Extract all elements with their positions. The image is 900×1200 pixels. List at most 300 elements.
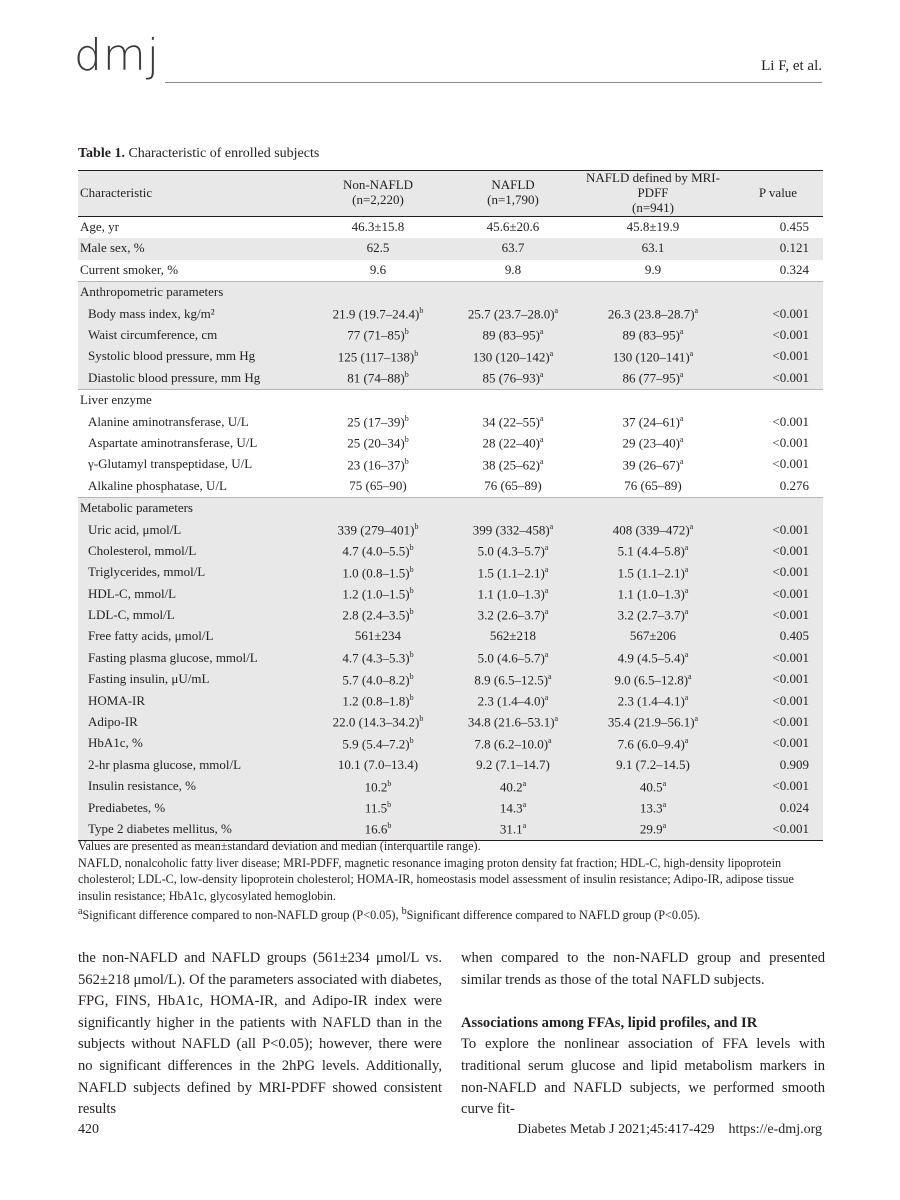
table-title: Characteristic of enrolled subjects: [128, 146, 320, 161]
footnote-significance: [78, 904, 826, 924]
cell-value: 45.8±19.9: [626, 219, 680, 235]
p-value-cell: 0.024: [733, 797, 823, 818]
table-row: [78, 648, 823, 669]
table-row: [78, 755, 823, 776]
significance-mark: a: [548, 735, 552, 745]
cell-value: 86 (77–95): [622, 370, 680, 386]
value-cell: [453, 476, 573, 498]
cell-value: 10.1 (7.0–13.4): [337, 756, 419, 772]
sig-b-text: Significant difference compared to NAFLD group (P<0.05).: [406, 908, 701, 923]
cell-value: 1.1 (1.0–1.3): [477, 586, 545, 602]
p-value-cell: [733, 497, 823, 519]
value-cell: [573, 389, 733, 411]
value-cell: [573, 281, 733, 303]
value-cell: [303, 562, 453, 583]
row-label: Type 2 diabetes mellitus, %: [78, 819, 303, 841]
row-label: Free fatty acids, μmol/L: [78, 626, 303, 647]
cell-value: 9.6: [369, 261, 387, 277]
value-cell: [303, 325, 453, 346]
row-label: Alkaline phosphatase, U/L: [88, 477, 227, 493]
value-cell: [453, 690, 573, 711]
p-value-cell: 0.121: [733, 238, 823, 259]
significance-mark: b: [404, 456, 409, 466]
cell-value: 9.1 (7.2–14.5): [616, 756, 690, 772]
value-cell: [573, 626, 733, 647]
significance-mark: a: [539, 327, 544, 337]
value-cell: [453, 712, 573, 733]
value-cell: [303, 648, 453, 669]
p-value-cell: <0.001: [733, 303, 823, 324]
group-label: Anthropometric parameters: [78, 281, 303, 303]
row-label: Male sex, %: [78, 238, 303, 259]
table-row: [78, 325, 823, 346]
cell-value: 63.7: [501, 240, 525, 256]
value-cell: [453, 433, 573, 454]
value-cell: [453, 346, 573, 367]
value-cell: [303, 497, 453, 519]
footnote-values: Values are presented as mean±standard deviation and median (interquartile range).: [78, 839, 481, 853]
significance-mark: b: [409, 586, 414, 596]
significance-mark: a: [544, 692, 549, 702]
cell-value: 29 (23–40): [622, 435, 680, 451]
table-row: [78, 411, 823, 432]
table-row: [78, 303, 823, 324]
value-cell: [453, 260, 573, 282]
cell-value: 11.5: [364, 800, 388, 816]
value-cell: [453, 325, 573, 346]
p-value-cell: <0.001: [733, 776, 823, 797]
value-cell: [573, 541, 733, 562]
significance-mark: a: [548, 671, 552, 681]
significance-mark: b: [409, 564, 414, 574]
cell-value: 7.8 (6.2–10.0): [474, 736, 549, 752]
cell-value: 2.3 (1.4–4.0): [477, 693, 545, 709]
value-cell: [453, 216, 573, 238]
significance-mark: a: [554, 714, 559, 724]
table-row: [78, 626, 823, 647]
row-label: Age, yr: [80, 219, 119, 235]
significance-mark: a: [684, 543, 689, 553]
row-label: Triglycerides, mmol/L: [78, 562, 303, 583]
table-row: [78, 776, 823, 797]
significance-mark: b: [387, 799, 392, 809]
p-value-cell: 0.324: [779, 261, 809, 277]
journal-citation: Diabetes Metab J 2021;45:417-429: [517, 1122, 715, 1137]
cell-value: 5.9 (5.4–7.2): [342, 736, 410, 752]
value-cell: [453, 562, 573, 583]
value-cell: [303, 216, 453, 238]
p-value-cell: 0.405: [733, 626, 823, 647]
value-cell: [573, 605, 733, 626]
value-cell: [573, 260, 733, 282]
significance-mark: a: [689, 521, 694, 531]
value-cell: [573, 325, 733, 346]
significance-mark: a: [684, 607, 689, 617]
row-label: Systolic blood pressure, mm Hg: [78, 346, 303, 367]
value-cell: [303, 690, 453, 711]
column-header: [78, 171, 303, 217]
cell-value: 408 (339–472): [612, 522, 690, 538]
value-cell: [303, 733, 453, 754]
cell-value: 3.2 (2.7–3.7): [617, 607, 685, 623]
cell-value: 339 (279–401): [337, 522, 415, 538]
table-row: [78, 562, 823, 583]
cell-value: 1.1 (1.0–1.3): [617, 586, 685, 602]
table-row: [78, 733, 823, 754]
significance-mark: a: [544, 650, 549, 660]
cell-value: 9.9: [644, 261, 662, 277]
cell-value: 39 (26–67): [622, 457, 680, 472]
value-cell: [303, 519, 453, 540]
cell-value: 34 (22–55): [482, 414, 540, 430]
value-cell: [573, 712, 733, 733]
table-row: [78, 476, 823, 498]
significance-mark: b: [419, 305, 424, 315]
row-label: HbA1c, %: [78, 733, 303, 754]
p-value-cell: 0.455: [779, 219, 809, 235]
value-cell: [303, 411, 453, 432]
value-cell: [303, 368, 453, 390]
table-row: [78, 669, 823, 690]
value-cell: [453, 454, 573, 475]
table-row: [78, 238, 823, 259]
p-value-cell: <0.001: [733, 669, 823, 690]
cell-value: 1.5 (1.1–2.1): [477, 564, 545, 580]
significance-mark: a: [549, 348, 554, 358]
significance-mark: a: [544, 564, 549, 574]
group-label: Liver enzyme: [78, 389, 303, 411]
cell-value: 5.0 (4.6–5.7): [477, 650, 545, 666]
row-label: γ-Glutamyl transpeptidase, U/L: [88, 456, 253, 472]
value-cell: [573, 303, 733, 324]
table-row: [78, 541, 823, 562]
cell-value: 1.2 (0.8–1.8): [342, 693, 410, 709]
p-value-cell: <0.001: [733, 325, 823, 346]
significance-mark: a: [679, 327, 684, 337]
cell-value: 77 (71–85): [347, 327, 405, 343]
table-row: [78, 583, 823, 604]
significance-mark: a: [684, 735, 689, 745]
significance-mark: a: [539, 456, 544, 466]
row-label: Fasting plasma glucose, mmol/L: [78, 648, 303, 669]
cell-value: 76 (65–89): [624, 477, 682, 493]
cell-value: 25 (20–34): [347, 435, 405, 451]
cell-value: 75 (65–90): [349, 477, 407, 493]
p-value-cell: <0.001: [733, 562, 823, 583]
significance-mark: a: [544, 586, 549, 596]
value-cell: [303, 281, 453, 303]
value-cell: [303, 260, 453, 282]
significance-mark: a: [684, 650, 689, 660]
sig-a-text: Significant difference compared to non-NAFLD group (P<0.05),: [82, 908, 402, 923]
significance-mark: a: [679, 413, 684, 423]
cell-value: 567±206: [629, 628, 677, 644]
p-value-cell: <0.001: [733, 541, 823, 562]
cell-value: 25.7 (23.7–28.0): [467, 306, 555, 322]
column-header-n: (n=1,790): [487, 192, 539, 208]
p-value-cell: [733, 389, 823, 411]
value-cell: [303, 797, 453, 818]
value-cell: [303, 626, 453, 647]
significance-mark: a: [662, 799, 667, 809]
value-cell: [453, 281, 573, 303]
value-cell: [573, 411, 733, 432]
cell-value: 3.2 (2.6–3.7): [477, 607, 545, 623]
cell-value: 37 (24–61): [622, 414, 680, 430]
table-row: [78, 797, 823, 818]
column-header-title: Non-NAFLD: [342, 177, 414, 193]
value-cell: [573, 583, 733, 604]
significance-mark: a: [539, 435, 544, 445]
value-cell: [453, 733, 573, 754]
p-value-cell: <0.001: [772, 413, 809, 429]
cell-value: 22.0 (14.3–34.2): [332, 714, 420, 730]
value-cell: [453, 669, 573, 690]
value-cell: [303, 238, 453, 259]
value-cell: [303, 755, 453, 776]
cell-value: 38 (25–62): [482, 457, 540, 472]
row-label: Aspartate aminotransferase, U/L: [88, 434, 258, 450]
cell-value: 2.3 (1.4–4.1): [617, 693, 685, 709]
significance-mark: a: [522, 821, 527, 831]
column-header-n: (n=2,220): [352, 192, 404, 208]
significance-mark: b: [414, 348, 419, 358]
value-cell: [573, 454, 733, 475]
significance-mark: a: [694, 305, 699, 315]
significance-mark: a: [662, 778, 667, 788]
journal-url[interactable]: https://e-dmj.org: [728, 1122, 822, 1137]
row-label: Alanine aminotransferase, U/L: [88, 413, 249, 429]
cell-value: 13.3: [639, 800, 663, 816]
table-header-row: [78, 171, 823, 217]
row-label: Adipo-IR: [78, 712, 303, 733]
body-paragraph: the non-NAFLD and NAFLD groups (561±234 μmol/L vs. 562±218 μmol/L). Of the parameters associated with diabetes, FPG, FINS, HbA1c, HOMA-IR, and Adipo-IR index were significantly higher in the patients with NAFLD than in the subjects without NAFLD (all P<0.05); however, there were no significant differences in the 2hPG levels. Additionally, NAFLD subjects defined by MRI-PDFF showed consistent results: [78, 950, 442, 1118]
value-cell: [573, 238, 733, 259]
value-cell: [453, 519, 573, 540]
significance-mark: a: [679, 456, 684, 466]
cell-value: 62.5: [366, 240, 390, 256]
p-value-cell: 0.909: [733, 755, 823, 776]
significance-mark: a: [522, 778, 527, 788]
value-cell: [303, 476, 453, 498]
cell-value: 561±234: [354, 628, 402, 644]
body-paragraph: when compared to the non-NAFLD group and presented similar trends as those of the total NAFLD subjects.: [461, 950, 825, 988]
cell-value: 10.2: [364, 778, 388, 794]
value-cell: [303, 712, 453, 733]
value-cell: [573, 519, 733, 540]
paragraph-gap: [461, 991, 825, 1013]
p-value-cell: [733, 281, 823, 303]
value-cell: [453, 626, 573, 647]
cell-value: 21.9 (19.7–24.4): [332, 306, 420, 322]
significance-mark: a: [688, 671, 692, 681]
significance-mark: b: [404, 327, 409, 337]
value-cell: [453, 776, 573, 797]
column-header-n: (n=941): [632, 199, 674, 215]
table-row: [78, 389, 823, 411]
row-label: HDL-C, mmol/L: [78, 583, 303, 604]
cell-value: 5.1 (4.4–5.8): [617, 543, 685, 559]
value-cell: [453, 648, 573, 669]
cell-value: 130 (120–142): [472, 349, 550, 365]
cell-value: 2.8 (2.4–3.5): [342, 607, 410, 623]
cell-value: 89 (83–95): [482, 327, 540, 343]
p-value-cell: <0.001: [733, 819, 823, 841]
cell-value: 125 (117–138): [337, 349, 415, 365]
header-rule: [165, 82, 822, 83]
p-value-cell: <0.001: [733, 733, 823, 754]
cell-value: 25 (17–39): [347, 414, 405, 430]
value-cell: [303, 605, 453, 626]
value-cell: [303, 669, 453, 690]
cell-value: 63.1: [641, 240, 665, 256]
value-cell: [453, 411, 573, 432]
value-cell: [453, 541, 573, 562]
significance-mark: b: [419, 714, 424, 724]
value-cell: [303, 346, 453, 367]
value-cell: [573, 669, 733, 690]
significance-mark: a: [662, 821, 667, 831]
value-cell: [573, 562, 733, 583]
cell-value: 85 (76–93): [482, 370, 540, 386]
cell-value: 9.8: [504, 261, 522, 277]
body-column-left: [78, 948, 442, 1121]
row-label: 2-hr plasma glucose, mmol/L: [78, 755, 303, 776]
p-value-cell: <0.001: [733, 346, 823, 367]
value-cell: [573, 346, 733, 367]
p-value-cell: <0.001: [733, 368, 823, 390]
significance-mark: b: [387, 778, 392, 788]
cell-value: 23 (16–37): [347, 457, 405, 472]
cell-value: 35.4 (21.9–56.1): [607, 714, 695, 730]
significance-mark: a: [544, 607, 549, 617]
cell-value: 1.0 (0.8–1.5): [342, 564, 410, 580]
significance-mark: b: [404, 413, 409, 423]
significance-mark: a: [684, 564, 689, 574]
column-header-title: NAFLD: [491, 177, 535, 193]
table-row: [78, 346, 823, 367]
significance-mark: a: [689, 348, 694, 358]
cell-value: 7.6 (6.0–9.4): [617, 736, 685, 752]
value-cell: [573, 797, 733, 818]
table-row: [78, 260, 823, 282]
value-cell: [453, 303, 573, 324]
cell-value: 31.1: [499, 821, 523, 837]
value-cell: [453, 755, 573, 776]
row-label: Prediabetes, %: [78, 797, 303, 818]
significance-mark: b: [409, 735, 414, 745]
cell-value: 34.8 (21.6–53.1): [467, 714, 555, 730]
value-cell: [573, 216, 733, 238]
value-cell: [303, 303, 453, 324]
column-header: [733, 171, 823, 217]
significance-mark: a: [684, 586, 689, 596]
value-cell: [573, 755, 733, 776]
value-cell: [573, 433, 733, 454]
table-row: [78, 433, 823, 454]
table-footnotes: [78, 838, 826, 924]
cell-value: 4.9 (4.5–5.4): [617, 650, 685, 666]
cell-value: 29.9: [639, 821, 663, 837]
p-value-cell: <0.001: [733, 648, 823, 669]
significance-mark: a: [679, 370, 684, 380]
cell-value: 399 (332–458): [472, 522, 550, 538]
cell-value: 8.9 (6.5–12.5): [474, 671, 549, 687]
significance-mark: b: [409, 543, 414, 553]
value-cell: [303, 454, 453, 475]
value-cell: [453, 238, 573, 259]
cell-value: 40.5: [639, 778, 663, 794]
table-row: [78, 281, 823, 303]
row-label: Insulin resistance, %: [78, 776, 303, 797]
value-cell: [453, 583, 573, 604]
value-cell: [303, 583, 453, 604]
value-cell: [573, 648, 733, 669]
row-label: Cholesterol, mmol/L: [78, 541, 303, 562]
table-body: [78, 216, 823, 840]
row-label: Fasting insulin, μU/mL: [78, 669, 303, 690]
page-number: 420: [78, 1122, 99, 1137]
significance-mark: b: [409, 650, 414, 660]
value-cell: [573, 368, 733, 390]
column-header-title: Characteristic: [80, 184, 153, 200]
table-row: [78, 454, 823, 475]
cell-value: 9.0 (6.5–12.8): [614, 671, 689, 687]
cell-value: 5.0 (4.3–5.7): [477, 543, 545, 559]
column-header: [303, 171, 453, 217]
value-cell: [453, 389, 573, 411]
running-author: Li F, et al.: [761, 58, 822, 74]
p-value-cell: <0.001: [772, 434, 809, 450]
cell-value: 1.2 (1.0–1.5): [342, 586, 410, 602]
table-row: [78, 497, 823, 519]
sig-b-mark: b: [401, 906, 407, 917]
row-label: Uric acid, μmol/L: [78, 519, 303, 540]
value-cell: [573, 733, 733, 754]
value-cell: [453, 797, 573, 818]
row-label: LDL-C, mmol/L: [78, 605, 303, 626]
p-value-cell: <0.001: [733, 690, 823, 711]
cell-value: 46.3±15.8: [351, 219, 405, 235]
value-cell: [573, 690, 733, 711]
journal-footer: [503, 1122, 822, 1138]
p-value-cell: 0.276: [779, 477, 809, 493]
table-row: [78, 519, 823, 540]
value-cell: [453, 497, 573, 519]
table-row: [78, 368, 823, 390]
p-value-cell: <0.001: [733, 583, 823, 604]
value-cell: [573, 497, 733, 519]
column-header: [453, 171, 573, 217]
column-header-title: NAFLD defined by MRI-PDFF: [586, 170, 720, 200]
table-row: [78, 605, 823, 626]
footnote-abbreviations: NAFLD, nonalcoholic fatty liver disease; MRI-PDFF, magnetic resonance imaging proton density fat fraction; HDL-C, high-density lipoprotein cholesterol; LDL-C, low-density lipoprotein cholesterol; HOMA-IR, homeostasis model assessment of insulin resistance; Adipo-IR, adipose tissue insulin resistance; HbA1c, glycosylated hemoglobin.: [78, 855, 794, 903]
row-label: Current smoker, %: [80, 261, 179, 277]
characteristics-table: [78, 170, 823, 841]
value-cell: [453, 368, 573, 390]
table-label: Table 1.: [78, 146, 125, 161]
table-row: [78, 690, 823, 711]
significance-mark: a: [544, 543, 549, 553]
cell-value: 14.3: [499, 800, 523, 816]
table-caption: [78, 146, 319, 162]
significance-mark: b: [409, 671, 414, 681]
significance-mark: b: [414, 521, 419, 531]
value-cell: [573, 776, 733, 797]
cell-value: 16.6: [364, 821, 388, 837]
cell-value: 40.2: [499, 778, 523, 794]
significance-mark: a: [554, 305, 559, 315]
